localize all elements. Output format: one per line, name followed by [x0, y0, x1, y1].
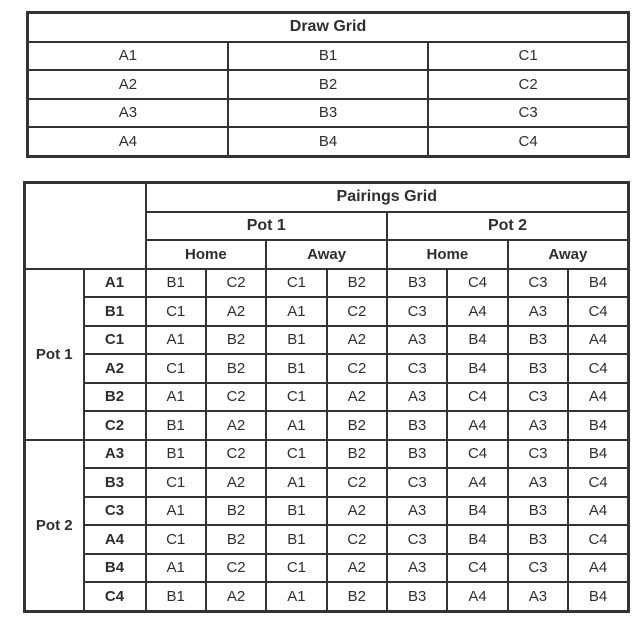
corner-cell	[25, 183, 146, 269]
pairing-cell: C4	[447, 554, 507, 583]
table-row	[28, 99, 629, 128]
pot1-header: Pot 1	[146, 212, 388, 241]
pairing-cell: A2	[206, 297, 266, 326]
pairing-cell: C1	[146, 354, 206, 383]
pairing-cell: B1	[146, 582, 206, 611]
pairing-cell: A2	[327, 383, 387, 412]
pairing-cell: A1	[146, 554, 206, 583]
pairing-cell: A2	[327, 554, 387, 583]
team-label: B4	[84, 554, 146, 583]
pairing-cell: A4	[447, 411, 507, 440]
pairing-cell: C4	[568, 354, 628, 383]
pairing-cell: C4	[447, 440, 507, 469]
pairing-cell: A2	[327, 497, 387, 526]
table-row	[25, 582, 629, 611]
table-row	[25, 383, 629, 412]
pot2-home-header: Home	[387, 240, 508, 269]
table-row	[25, 440, 629, 469]
pairing-cell: C2	[206, 440, 266, 469]
draw-cell: A3	[28, 99, 228, 128]
pairing-cell: B3	[387, 440, 447, 469]
pairings-grid-title: Pairings Grid	[146, 183, 629, 212]
pairing-cell: B4	[568, 269, 628, 298]
table-row	[25, 554, 629, 583]
team-label: C4	[84, 582, 146, 611]
pairing-cell: A2	[206, 411, 266, 440]
table-row	[28, 70, 629, 99]
table-row	[25, 269, 629, 298]
pairing-cell: C2	[206, 383, 266, 412]
pot2-away-header: Away	[508, 240, 629, 269]
team-label: C3	[84, 497, 146, 526]
team-label: B2	[84, 383, 146, 412]
pairing-cell: B2	[327, 582, 387, 611]
pairing-cell: C1	[146, 297, 206, 326]
pairing-cell: C2	[206, 554, 266, 583]
pairing-cell: A2	[206, 468, 266, 497]
pairing-cell: C1	[146, 525, 206, 554]
table-row	[28, 127, 629, 156]
pairing-cell: C4	[568, 525, 628, 554]
pairing-cell: C4	[568, 297, 628, 326]
pairing-cell: B4	[568, 440, 628, 469]
pairing-cell: C2	[327, 468, 387, 497]
pairing-cell: B4	[447, 497, 507, 526]
table-row	[25, 411, 629, 440]
pairing-cell: B1	[266, 525, 326, 554]
draw-cell: A4	[28, 127, 228, 156]
pairing-cell: C2	[327, 297, 387, 326]
pairing-cell: B1	[146, 269, 206, 298]
pairing-cell: C3	[508, 383, 568, 412]
pairing-cell: A1	[266, 468, 326, 497]
pairing-cell: B2	[206, 497, 266, 526]
pairing-cell: C4	[568, 468, 628, 497]
pairing-cell: A4	[568, 554, 628, 583]
pairing-cell: B2	[206, 354, 266, 383]
pairing-cell: B2	[206, 326, 266, 355]
pairing-cell: A3	[387, 497, 447, 526]
pairing-cell: C1	[266, 383, 326, 412]
draw-cell: B2	[228, 70, 428, 99]
draw-cell: B4	[228, 127, 428, 156]
table-row	[25, 468, 629, 497]
team-label: C1	[84, 326, 146, 355]
draw-cell: B1	[228, 42, 428, 71]
pairing-cell: B1	[146, 440, 206, 469]
pairing-cell: A3	[387, 383, 447, 412]
pairing-cell: C2	[327, 354, 387, 383]
draw-cell: C4	[428, 127, 628, 156]
pairing-cell: A1	[146, 383, 206, 412]
pairings-grid-body	[25, 269, 629, 612]
pairing-cell: C3	[387, 297, 447, 326]
pairing-cell: C2	[206, 269, 266, 298]
pairing-cell: A1	[266, 297, 326, 326]
team-label: B3	[84, 468, 146, 497]
pairing-cell: B3	[387, 582, 447, 611]
table-row	[25, 525, 629, 554]
table-row	[28, 13, 629, 42]
pairing-cell: C1	[266, 440, 326, 469]
pairing-cell: B4	[568, 411, 628, 440]
table-row	[25, 183, 629, 212]
pairing-cell: C3	[387, 525, 447, 554]
draw-grid-title: Draw Grid	[28, 13, 629, 42]
pairing-cell: A4	[447, 297, 507, 326]
pairing-cell: C1	[266, 554, 326, 583]
pot2-header: Pot 2	[387, 212, 629, 241]
pairing-cell: A4	[447, 582, 507, 611]
team-label: A2	[84, 354, 146, 383]
pairing-cell: B2	[327, 440, 387, 469]
pairing-cell: A4	[568, 326, 628, 355]
pairing-cell: A2	[327, 326, 387, 355]
pairing-cell: C3	[387, 354, 447, 383]
pairing-cell: B3	[508, 354, 568, 383]
pairing-cell: B3	[508, 497, 568, 526]
pairing-cell: C4	[447, 269, 507, 298]
draw-cell: A1	[28, 42, 228, 71]
pot-group-label: Pot 1	[25, 269, 84, 440]
pairing-cell: C1	[146, 468, 206, 497]
pairing-cell: B1	[266, 354, 326, 383]
team-label: A4	[84, 525, 146, 554]
draw-grid-header	[28, 13, 629, 42]
pairing-cell: A4	[447, 468, 507, 497]
pairing-cell: C4	[447, 383, 507, 412]
pairing-cell: B4	[447, 525, 507, 554]
table-row	[25, 297, 629, 326]
pairing-cell: B4	[447, 326, 507, 355]
pairing-cell: A3	[508, 297, 568, 326]
draw-cell: B3	[228, 99, 428, 128]
pairing-cell: A2	[206, 582, 266, 611]
table-row	[25, 354, 629, 383]
table-row	[28, 42, 629, 71]
pairing-cell: B3	[508, 525, 568, 554]
pairing-cell: B3	[387, 411, 447, 440]
pairing-cell: B3	[508, 326, 568, 355]
pairing-cell: C2	[327, 525, 387, 554]
pairing-cell: B2	[206, 525, 266, 554]
pairing-cell: A3	[508, 468, 568, 497]
draw-cell: C2	[428, 70, 628, 99]
pairing-cell: C3	[508, 269, 568, 298]
pairing-cell: A1	[146, 497, 206, 526]
table-row	[25, 326, 629, 355]
pairing-cell: B2	[327, 269, 387, 298]
pot-group-label: Pot 2	[25, 440, 84, 612]
team-label: A3	[84, 440, 146, 469]
pot1-away-header: Away	[266, 240, 387, 269]
pairing-cell: A4	[568, 497, 628, 526]
draw-cell: A2	[28, 70, 228, 99]
pairing-cell: A4	[568, 383, 628, 412]
pot1-home-header: Home	[146, 240, 267, 269]
pairing-cell: A1	[266, 411, 326, 440]
team-label: A1	[84, 269, 146, 298]
pairing-cell: A1	[266, 582, 326, 611]
pairings-grid-header	[25, 183, 629, 269]
pairing-cell: C3	[387, 468, 447, 497]
pairing-cell: B4	[447, 354, 507, 383]
table-row	[25, 497, 629, 526]
pairing-cell: B1	[266, 326, 326, 355]
pairing-cell: C3	[508, 554, 568, 583]
pairing-cell: C1	[266, 269, 326, 298]
pairing-cell: B2	[327, 411, 387, 440]
pairing-cell: B1	[146, 411, 206, 440]
draw-grid-table	[26, 11, 630, 158]
team-label: C2	[84, 411, 146, 440]
pairing-cell: A1	[146, 326, 206, 355]
team-label: B1	[84, 297, 146, 326]
draw-grid-body	[28, 42, 629, 157]
draw-cell: C1	[428, 42, 628, 71]
pairing-cell: B3	[387, 269, 447, 298]
pairings-grid-table	[23, 181, 630, 613]
pairing-cell: B4	[568, 582, 628, 611]
pairing-cell: A3	[387, 326, 447, 355]
pairing-cell: C3	[508, 440, 568, 469]
pairing-cell: A3	[508, 411, 568, 440]
draw-cell: C3	[428, 99, 628, 128]
pairing-cell: A3	[387, 554, 447, 583]
pairing-cell: B1	[266, 497, 326, 526]
pairing-cell: A3	[508, 582, 568, 611]
